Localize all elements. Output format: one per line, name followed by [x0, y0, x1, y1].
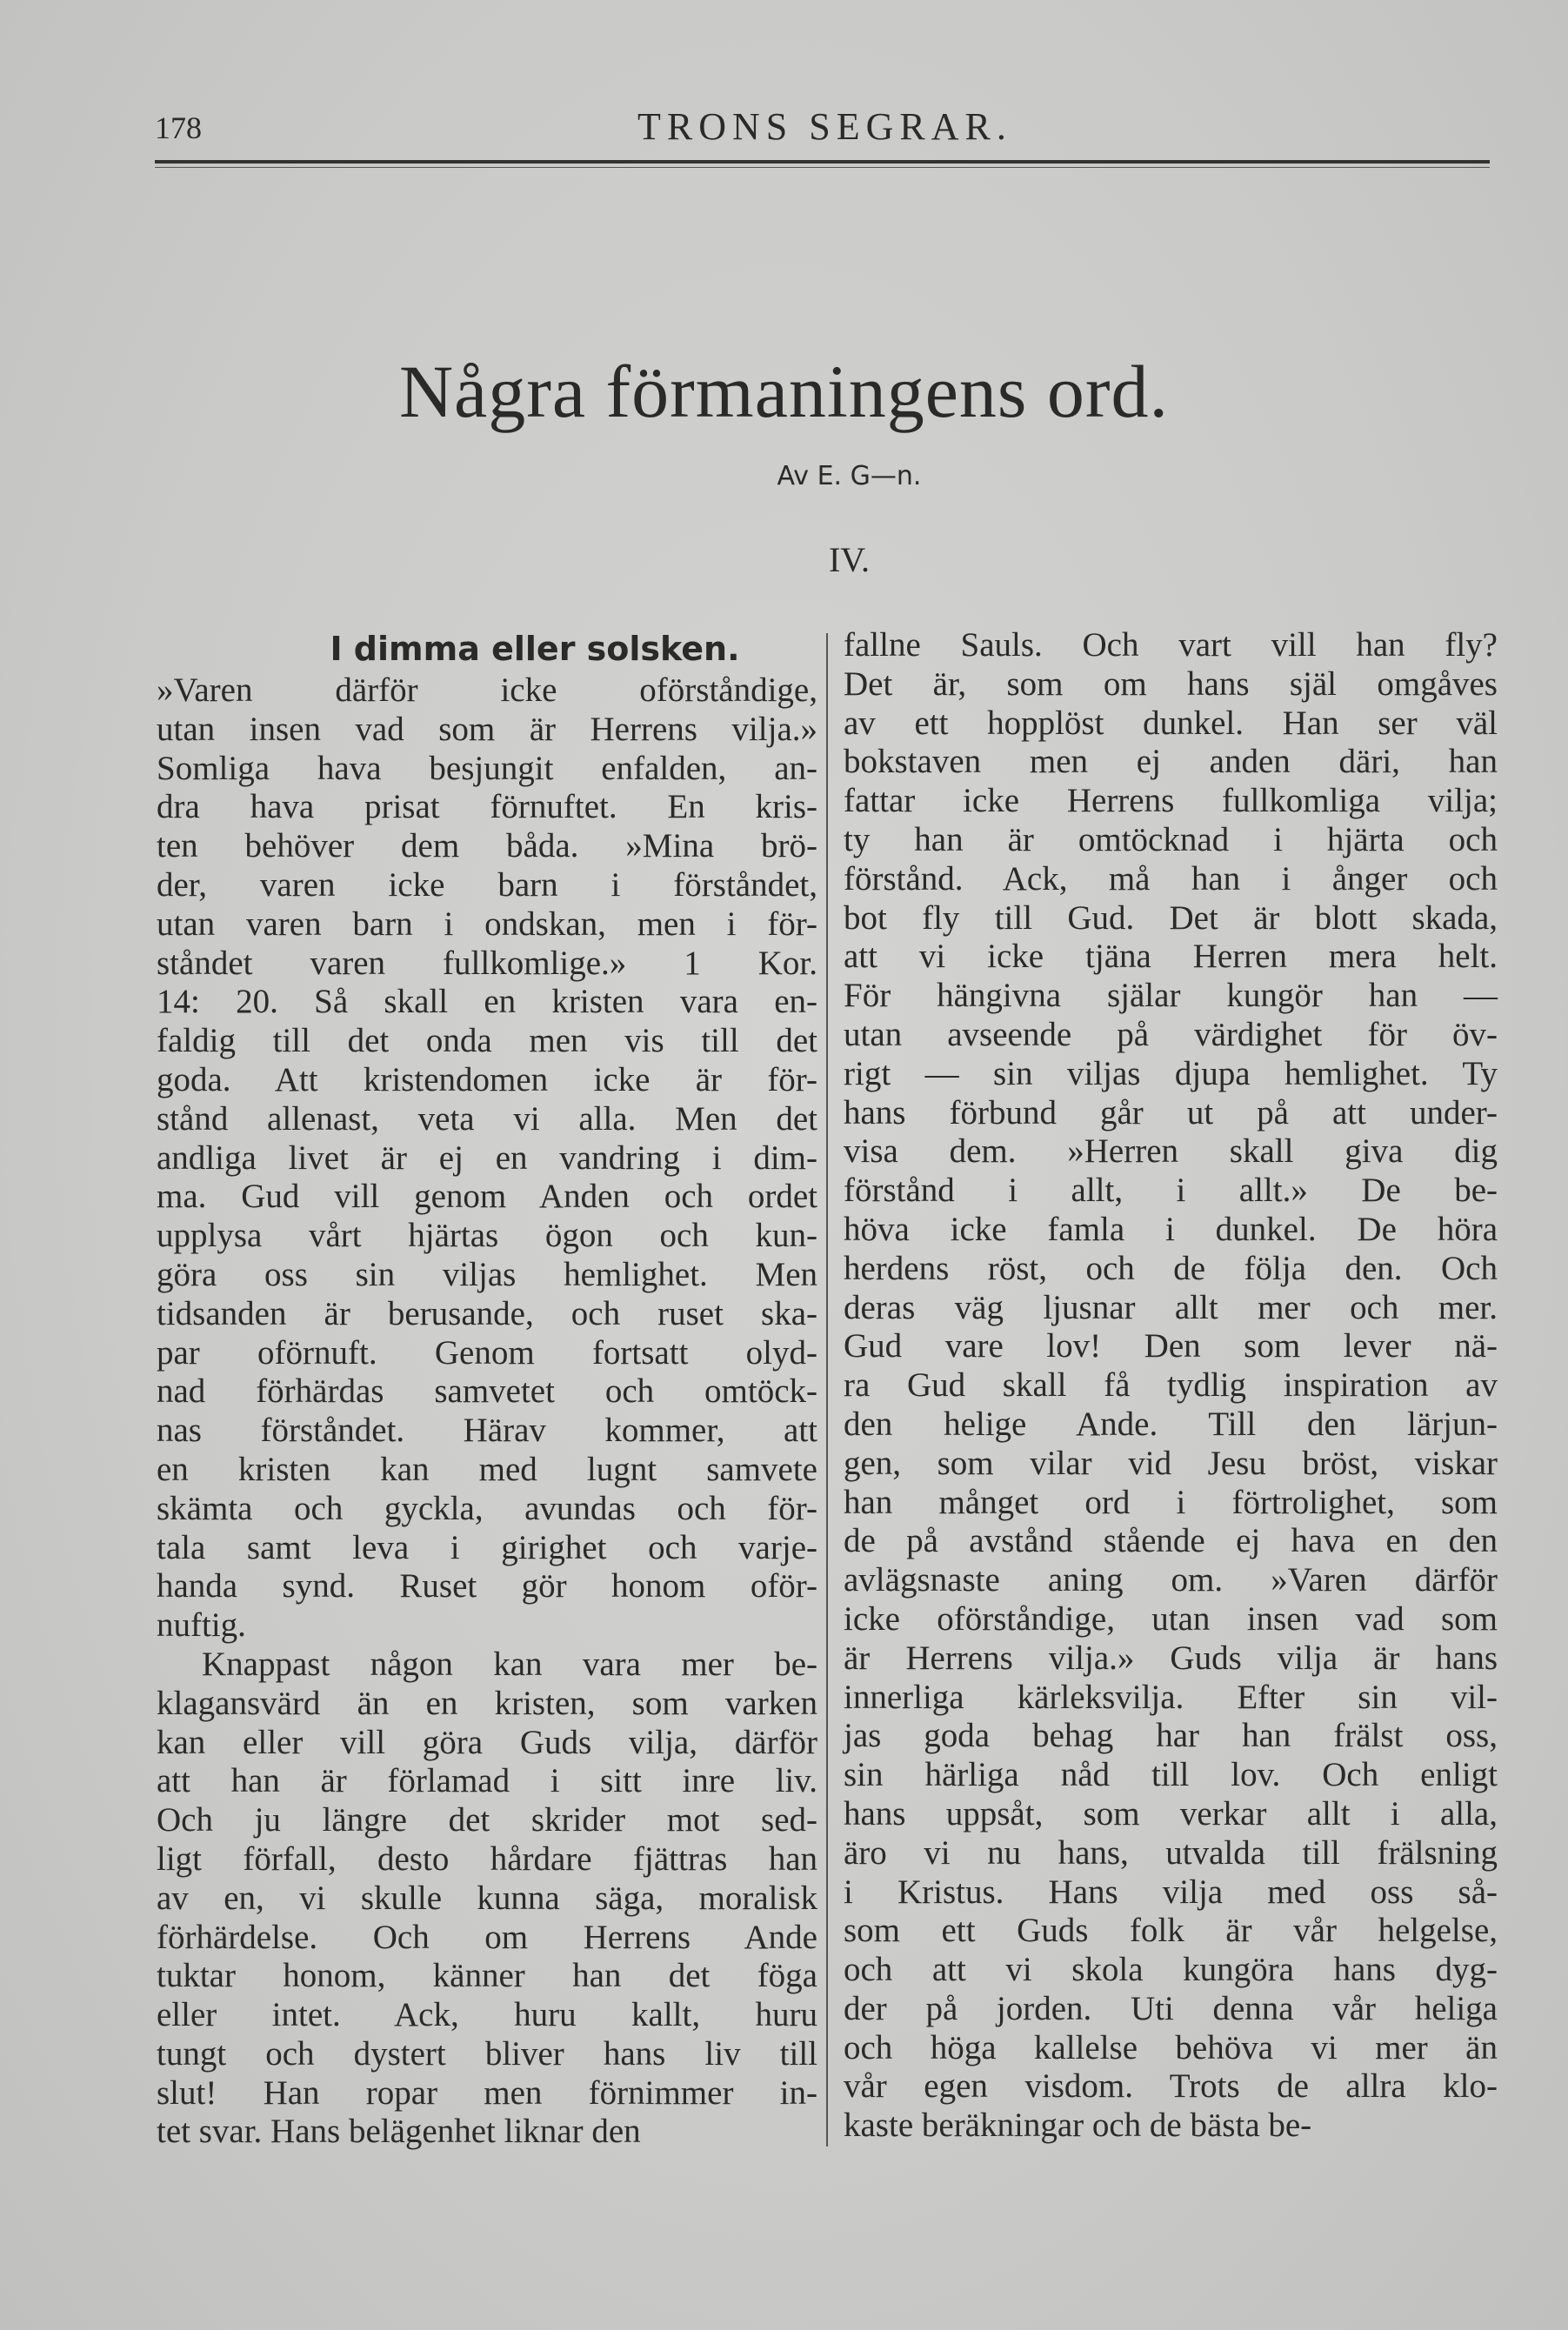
text-line: ra Gud skall få tydlig inspiration av — [844, 1366, 1498, 1405]
right-column — [844, 626, 1498, 2146]
text-line: 14: 20. Så skall en kristen vara en- — [157, 983, 817, 1021]
text-line: stånd allenast, veta vi alla. Men det — [157, 1099, 817, 1138]
text-line: förstånd. Ack, må han i ånger och — [844, 859, 1498, 898]
text-line: visa dem. »Herren skall giva dig — [844, 1132, 1498, 1171]
page-number: 178 — [155, 110, 202, 145]
text-line: hans förbund går ut på att under- — [844, 1093, 1498, 1132]
text-line: av en, vi skulle kunna säga, moralisk — [157, 1879, 817, 1917]
text-line: andliga livet är ej en vandring i dim- — [157, 1138, 817, 1177]
text-line: hans uppsåt, som verkar allt i alla, — [844, 1794, 1498, 1833]
section-heading: I dimma eller solsken. — [330, 630, 740, 668]
text-line: tuktar honom, känner han det föga — [157, 1957, 817, 1995]
text-line: nad förhärdas samvetet och omtöck- — [157, 1372, 817, 1411]
header-rule-thin — [155, 167, 1490, 168]
text-line: upplysa vårt hjärtas ögon och kun- — [157, 1217, 817, 1255]
text-line: är Herrens vilja.» Guds vilja är hans — [844, 1639, 1498, 1677]
journal-title: TRONS SEGRAR. — [637, 105, 1012, 148]
header-rule — [155, 160, 1490, 164]
text-line: ligt förfall, desto hårdare fjättras han — [157, 1839, 817, 1878]
text-line: och att vi skola kungöra hans dyg- — [844, 1951, 1498, 1989]
text-line: och höga kallelse behöva vi mer än — [844, 2028, 1498, 2066]
text-line: som ett Guds folk är vår helgelse, — [844, 1912, 1498, 1950]
text-line: göra oss sin viljas hemlighet. Men — [157, 1255, 817, 1293]
text-line: »Varen därför icke oförståndige, — [157, 671, 817, 709]
text-line: Gud vare lov! Den som lever nä- — [844, 1327, 1498, 1365]
text-line: att han är förlamad i sitt inre liv. — [157, 1762, 817, 1800]
text-line: höva icke famla i dunkel. De höra — [844, 1210, 1498, 1248]
text-line: utan avseende på värdighet för öv- — [844, 1015, 1498, 1053]
text-line: nuftig. — [157, 1606, 246, 1645]
text-line: icke oförståndige, utan insen vad som — [844, 1599, 1498, 1638]
text-line: faldig till det onda men vis till det — [157, 1022, 817, 1060]
text-line: gen, som vilar vid Jesu bröst, viskar — [844, 1444, 1498, 1482]
text-line: förstånd i allt, i allt.» De be- — [844, 1172, 1498, 1210]
running-head — [155, 104, 1490, 157]
text-line: av ett hopplöst dunkel. Han ser väl — [844, 704, 1498, 742]
text-line: bot fly till Gud. Det är blott skada, — [844, 898, 1498, 937]
text-line: skämta och gyckla, avundas och för- — [157, 1489, 817, 1527]
text-line: dra hava prisat förnuftet. En kris- — [157, 788, 817, 826]
text-line: För hängivna själar kungör han — — [844, 977, 1498, 1015]
text-line: vår egen visdom. Trots de allra klo- — [844, 2067, 1498, 2106]
column-divider — [826, 633, 828, 2146]
text-line: de på avstånd stående ej hava en den — [844, 1522, 1498, 1560]
text-line: deras väg ljusnar allt mer och mer. — [844, 1288, 1498, 1326]
text-line: tidsanden är berusande, och ruset ska- — [157, 1294, 817, 1332]
text-line: fallne Sauls. Och vart vill han fly? — [844, 626, 1498, 664]
text-line: der, varen icke barn i förståndet, — [157, 865, 817, 904]
left-column — [157, 626, 817, 2152]
text-line: utan varen barn i ondskan, men i för- — [157, 905, 817, 943]
text-line: innerliga kärleksvilja. Efter sin vil- — [844, 1678, 1498, 1716]
text-line: ståndet varen fullkomlige.» 1 Kor. — [157, 944, 817, 982]
text-line: nas förståndet. Härav kommer, att — [157, 1412, 817, 1450]
text-line: han månget ord i förtrolighet, som — [844, 1483, 1498, 1521]
text-line: tet svar. Hans belägenhet liknar den — [157, 2113, 641, 2151]
text-line: slut! Han ropar men förnimmer in- — [157, 2073, 817, 2112]
text-line: ty han är omtöcknad i hjärta och — [844, 820, 1498, 858]
text-line: rigt — sin viljas djupa hemlighet. Ty — [844, 1054, 1498, 1092]
text-line: handa synd. Ruset gör honom oför- — [157, 1567, 817, 1606]
part-number: IV. — [828, 540, 871, 579]
text-line: ma. Gud vill genom Anden och ordet — [157, 1178, 817, 1216]
byline: Av E. G—n. — [777, 461, 922, 491]
text-line: förhärdelse. Och om Herrens Ande — [157, 1918, 817, 1956]
text-line: herdens röst, och de följa den. Och — [844, 1249, 1498, 1287]
text-line: att vi icke tjäna Herren mera helt. — [844, 938, 1498, 976]
text-line: klagansvärd än en kristen, som varken — [157, 1684, 817, 1722]
text-line: kaste beräkningar och de bästa be- — [844, 2106, 1312, 2145]
text-line: jas goda behag har han frälst oss, — [844, 1717, 1498, 1755]
article-title: Några förmaningens ord. — [398, 350, 1170, 433]
text-line: eller intet. Ack, huru kallt, huru — [157, 1996, 817, 2034]
text-line: avlägsnaste aning om. »Varen därför — [844, 1561, 1498, 1599]
text-line: par oförnuft. Genom fortsatt olyd- — [157, 1333, 817, 1372]
text-line: Somliga hava besjungit enfalden, an- — [157, 749, 817, 787]
text-line: Och ju längre det skrider mot sed- — [157, 1801, 817, 1839]
text-line: bokstaven men ej anden däri, han — [844, 743, 1498, 781]
text-line: Det är, som om hans själ omgåves — [844, 664, 1498, 703]
text-line: utan insen vad som är Herrens vilja.» — [157, 710, 817, 748]
text-line: tala samt leva i girighet och varje- — [157, 1528, 817, 1566]
text-line: en kristen kan med lugnt samvete — [157, 1450, 817, 1488]
text-line: kan eller vill göra Guds vilja, därför — [157, 1723, 817, 1761]
text-line: i Kristus. Hans vilja med oss så- — [844, 1873, 1498, 1911]
text-line: tungt och dystert bliver hans liv till — [157, 2034, 817, 2073]
text-line: ten behöver dem båda. »Mina brö- — [157, 827, 817, 865]
text-line: den helige Ande. Till den lärjun- — [844, 1405, 1498, 1443]
text-line: fattar icke Herrens fullkomliga vilja; — [844, 782, 1498, 820]
text-line: sin härliga nåd till lov. Och enligt — [844, 1756, 1498, 1794]
text-line: äro vi nu hans, utvalda till frälsning — [844, 1833, 1498, 1872]
text-line: goda. Att kristendomen icke är för- — [157, 1060, 817, 1098]
text-line: der på jorden. Uti denna vår heliga — [844, 1989, 1498, 2027]
text-line: Knappast någon kan vara mer be- — [202, 1645, 817, 1683]
